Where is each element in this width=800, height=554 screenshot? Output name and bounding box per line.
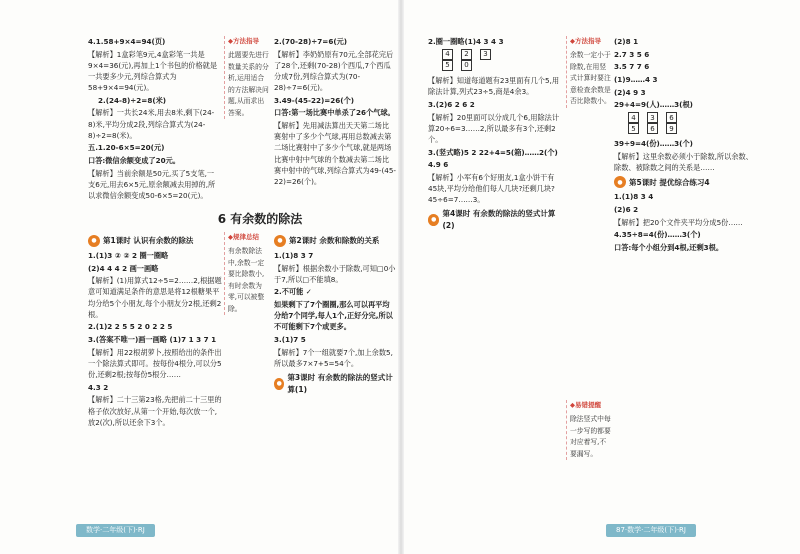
right-column-1 (428, 36, 562, 235)
left-column-2 (274, 36, 396, 189)
answer-line: (2)4 4 4 2 画一画略 (88, 263, 159, 273)
answer-line: 2.(70-28)÷7=6(元) (274, 37, 348, 46)
right-sidebar-2 (566, 400, 612, 460)
right-sidebar-1 (566, 36, 612, 108)
analysis: 【解析】二十三第23格,先把前二十三里的格子依次放好,从第一个开始,每次放一个,放2(次),所以还余下3个。 (88, 395, 222, 427)
digit-box: 3 6 (647, 112, 658, 134)
division-boxes (442, 49, 562, 71)
answer-line: 39÷9=4(份)……3(个) (614, 139, 693, 149)
analysis: 【解析】李奶奶原有70元,全部花完后了28个,还剩(70-28)个西瓜,7个西瓜分成7份,列综合算式为(70-28)÷7=6(元)。 (274, 49, 394, 93)
lesson-badge-icon: ● (88, 235, 100, 247)
answer-line: 2.不可能 ✓ (274, 287, 312, 297)
answer-line: 2.(1)2 2 5 5 2 0 2 2 5 (88, 322, 173, 332)
answer-line: 口答:微信余额变成了20元。 (88, 156, 180, 166)
answer-line: 3.5 7 7 6 (614, 62, 650, 72)
page-fold (398, 0, 404, 554)
analysis: 【解析】20里面可以分成几个6,用除法计算20÷6=3……2,所以最多有3个,还剩2个。 (428, 112, 560, 144)
lesson-heading (614, 176, 754, 188)
lesson-badge-icon: ● (274, 235, 286, 247)
answer-line: 五.1.20-6×5=20(元) (88, 143, 165, 153)
answer-line: 3.(1)7 5 (274, 335, 306, 345)
sidebar-tag: ◆规律总结 (228, 233, 259, 241)
digit-box: 3 (480, 49, 491, 71)
left-sidebar-2 (224, 232, 270, 315)
lesson-heading (428, 208, 562, 231)
lesson-heading (88, 235, 222, 247)
sidebar-text: 此题要先进行数量关系的分析,运用适合的方法解决问题,从而求出答案。 (228, 51, 269, 117)
lesson-heading (274, 235, 396, 247)
answer-line: 口答:第一场比赛中单杀了26个气球。 (274, 108, 395, 118)
lesson-badge-icon: ● (428, 214, 439, 226)
analysis: 【解析】先用减法算出天天第二场比赛射中了多少个气球,再用总数减去第二场比赛射中了多少个气球,就是两场比赛中射中气球的个数减去第二场比赛中射中的气球,列综合算式为49-(45-22)=26(个)。 (274, 121, 397, 186)
answer-line: 29+4=9(人)……3(根) (614, 100, 693, 110)
answer-line: (1)9……4 3 (614, 74, 658, 84)
analysis: 【解析】根据余数小于除数,可知□0小于7,所以□不能填8。 (274, 263, 396, 284)
analysis: 【解析】当前余额是50元,买了5支笔,一支6元,用去6×5元,原余额减去用掉的,所以求微信余额变成50-6×5=20(元)。 (88, 168, 216, 201)
analysis: 【解析】小军有6个好朋友,1盒小饼干有45块,平均分给他们每人几块?还剩几块?45÷6=7……3。 (428, 172, 555, 205)
answer-line: (2)8 1 (614, 37, 639, 46)
chapter-title: 6 有余数的除法 (217, 212, 303, 226)
answer-line: 4.35÷8=4(份)……3(个) (614, 230, 701, 240)
sidebar-text: 余数一定小于除数,在用竖式计算时要注意检查余数是否比除数小。 (570, 51, 611, 106)
footer-left: 数学·二年级(下)·RJ (76, 524, 155, 537)
analysis: 【解析】一共长24米,用去8米,剩下(24-8)米,平均分成2段,列综合算式为(24-8)÷2=8(米)。 (88, 108, 215, 140)
analysis: 【解析】用22根胡萝卜,按照给出的条件出一个除法算式即可。按每份4根分,可以分5份,还剩2根;按每份5根分…… (88, 347, 222, 380)
answer-line: 2.(24-8)÷2=8(米) (98, 95, 167, 105)
analysis: 如果剩下了7个圈圈,那么可以再平均分给7个同学,每人1个,正好分完,所以不可能剩下7个或更多。 (274, 300, 393, 332)
lesson-badge-icon: ● (274, 378, 284, 390)
answer-line: 4.3 2 (88, 382, 109, 392)
sidebar-tag: ◆易错提醒 (570, 401, 601, 409)
answer-line: (2)4 9 3 (614, 87, 646, 97)
answer-line: 4.9 6 (428, 160, 449, 170)
analysis: 【解析】知道每道题有23里面有几个5,用除法计算,列式23÷5,商是4余3。 (428, 76, 560, 97)
answer-line: 2.圈一圈略(1)4 3 4 3 (428, 37, 504, 46)
sidebar-tag: ◆方法指导 (570, 37, 601, 45)
answer-line: 4.1.58+9×4=94(页) (88, 37, 166, 46)
digit-box: 2 0 (461, 49, 472, 71)
answer-line: 口答:每个小组分到4根,还剩3根。 (614, 243, 724, 253)
answer-line: (2)6 2 (614, 205, 639, 215)
digit-box: 4 5 (442, 49, 453, 71)
answer-line: 3.(答案不唯一)画一画略 (1)7 1 3 7 1 (88, 335, 217, 345)
lesson-title: 第4课时 有余数的除法的竖式计算(2) (442, 209, 556, 230)
sidebar-text: 有余数除法中,余数一定要比除数小,有时余数为零,可以被整除。 (228, 247, 265, 313)
analysis: 【解析】7个一组就要7个,加上余数5,所以最多7×7+5=54个。 (274, 347, 393, 368)
right-column-2 (614, 36, 754, 255)
left-sidebar-1 (224, 36, 270, 119)
lesson-title: 第5课时 提优综合练习4 (629, 177, 710, 187)
answer-line: 1.(1)8 3 4 (614, 192, 654, 202)
analysis: 【解析】(1)用算式12÷5=2……2,根据题意可知道满足条件的意思是将12根糖果平均分给5个小朋友,每个小朋友分2根,还剩2根。 (88, 276, 222, 319)
division-boxes (628, 112, 754, 134)
lesson-title: 第2课时 余数和除数的关系 (289, 236, 380, 246)
analysis: 【解析】把20个文件夹平均分成5份…… (614, 217, 743, 227)
digit-box: 4 5 (628, 112, 639, 134)
lesson2-block (274, 232, 396, 398)
sidebar-text: 除法竖式中每一步写的都要对应着写,不要漏写。 (570, 415, 611, 458)
answer-line: 3.49-(45-22)=26(个) (274, 95, 355, 105)
lesson-heading (274, 372, 396, 395)
analysis: 【解析】这里余数必须小于除数,所以余数、除数、被除数之间的关系是…… (614, 152, 753, 173)
lesson-title: 第1课时 认识有余数的除法 (103, 236, 194, 246)
lesson-title: 第3课时 有余数的除法的竖式计算(1) (287, 373, 393, 394)
digit-box: 6 9 (666, 112, 677, 134)
lesson1-block (88, 232, 222, 429)
analysis: 【解析】1盒彩笔9元,4盒彩笔一共是9×4=36(元),再加上1个书包的价格就是一共要多少元,列综合算式为58+9×4=94(元)。 (88, 49, 218, 93)
answer-line: 2.7 3 5 6 (614, 49, 650, 59)
sidebar-tag: ◆方法指导 (228, 37, 259, 45)
answer-line: 3.(竖式略)5 2 22+4=5(箱)……2(个) (428, 147, 558, 157)
footer-right: 87·数学·二年级(下)·RJ (606, 524, 696, 537)
answer-line: 1.(1)3 ② ② 2 圈一圈略 (88, 251, 169, 260)
left-column-1 (88, 36, 220, 203)
lesson-badge-icon: ● (614, 176, 626, 188)
answer-line: 1.(1)8 3 7 (274, 251, 314, 260)
answer-line: 3.(2)6 2 6 2 (428, 99, 475, 109)
